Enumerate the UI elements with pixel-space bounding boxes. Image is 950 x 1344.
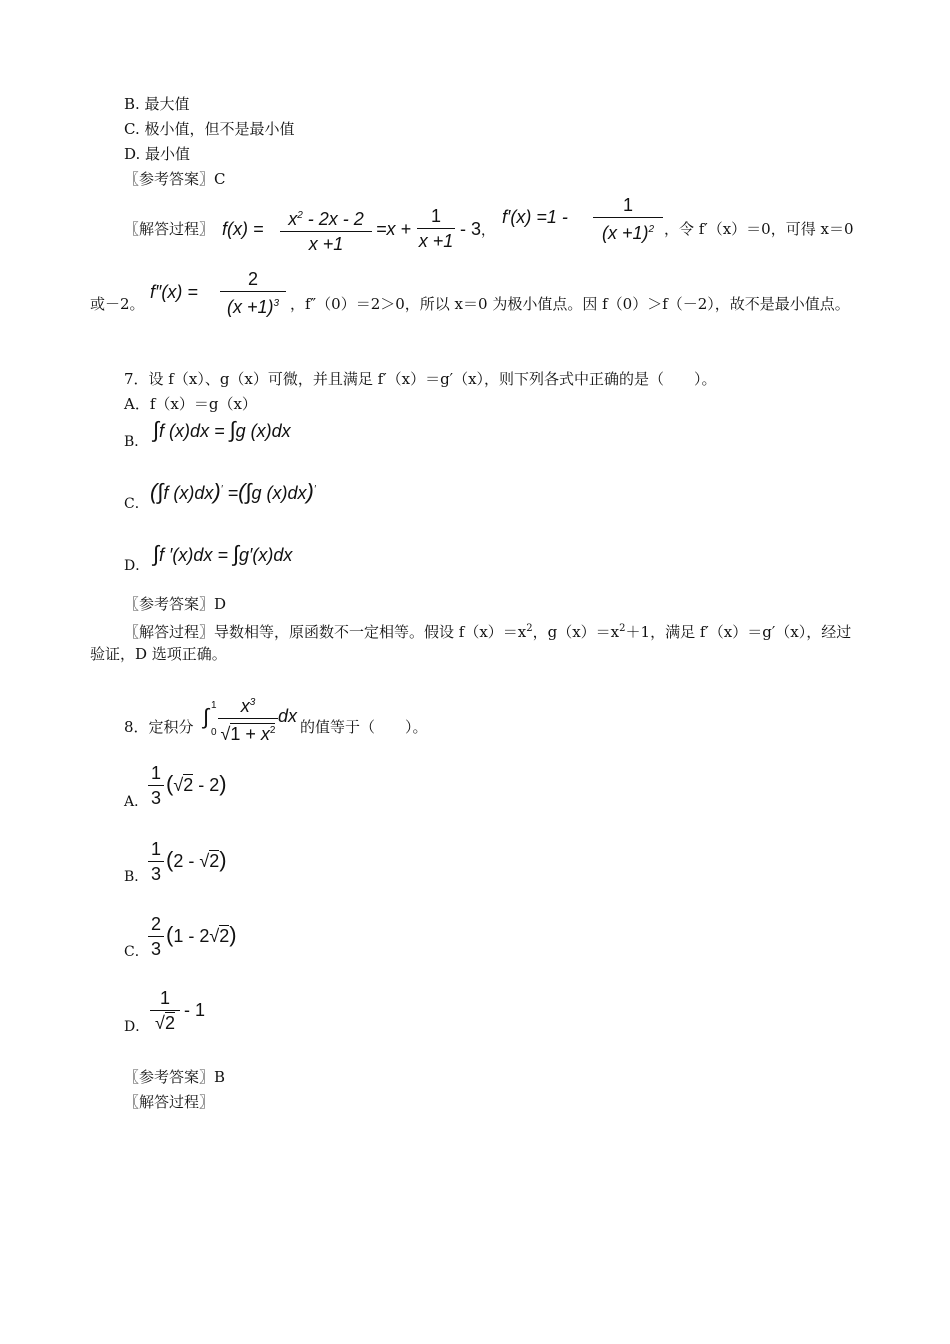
q7-option-c-formula: (∫f (x)dx)′ =(∫g (x)dx)′ (150, 479, 316, 504)
q6-fraction-3: 1 $(x +1)^2$ (593, 194, 663, 244)
q7-label-d: D． (124, 558, 150, 574)
q7-answer: 〖参考答案〗D (124, 595, 227, 613)
q6-option-b: B. 最大值 (124, 95, 190, 113)
q6-fraction-2: 1 x +1 (418, 206, 454, 251)
q8-label-b: B． (124, 869, 149, 885)
q7-solution-line2: 验证，D 选项正确。 (90, 645, 227, 663)
q8-label-a: A． (124, 794, 149, 810)
q7-option-d-formula: ∫f ′(x)dx = ∫g′(x)dx (153, 541, 293, 566)
q7-label-c: C． (124, 496, 149, 512)
q6-derivative-formula: f′(x) =1 - (502, 207, 568, 227)
q8-lower-limit: 0 (211, 727, 217, 738)
q8-option-d-expr: - 1 (184, 1000, 206, 1020)
q6-second-derivative: f″(x) = (150, 282, 198, 302)
q8-option-c-expr: (1 - 2√2) (166, 922, 237, 947)
q7-label-b: B． (124, 434, 149, 450)
q6-text-after-derivative: ，令 f′（x）＝0，可得 x＝0 (664, 220, 854, 238)
q8-upper-limit: 1 (211, 700, 217, 711)
q7-option-a: A．f（x）＝g（x） (124, 395, 257, 413)
q6-minus-3: - 3， (460, 219, 496, 239)
q6-answer: 〖参考答案〗C (124, 170, 226, 188)
q6-fx-formula: f(x) = (222, 219, 264, 239)
q8-option-a-expr: (√2 - 2) (166, 771, 227, 796)
q6-fraction-1: $x^2 - 2x - 2$ x +1 (280, 205, 372, 255)
q8-option-b-fraction: 1 3 (148, 838, 164, 885)
q8-option-d-fraction: 1 √2 (150, 987, 180, 1034)
q8-stem-prefix: 8．定积分 (124, 718, 194, 736)
q8-dx: dx (278, 706, 298, 726)
q6-line2-suffix: ，f″（0）＝2＞0，所以 x＝0 为极小值点。因 f（0）＞f（－2），故不是最小值点。 (290, 295, 850, 313)
q8-solution-label: 〖解答过程〗 (124, 1093, 215, 1111)
q6-option-c: C. 极小值，但不是最小值 (124, 120, 295, 138)
q8-label-d: D． (124, 1019, 150, 1035)
q6-fraction-4: 2 $(x +1)^3$ (220, 268, 286, 318)
q6-eq-2: =x + (376, 219, 412, 239)
q8-option-b-expr: (2 - √2) (166, 847, 227, 872)
q7-option-b-formula: ∫f (x)dx = ∫g (x)dx (153, 417, 291, 442)
q7-solution-line1: 〖解答过程〗导数相等，原函数不一定相等。假设 $f(x)=x^2$，$g(x)=x^2+1$，满足 f′（x）＝g′（x），经过 (124, 623, 852, 641)
q6-option-d: D. 最小值 (124, 145, 191, 163)
q8-option-c-fraction: 2 3 (148, 913, 164, 960)
q8-answer: 〖参考答案〗B (124, 1068, 226, 1086)
q7-stem: 7．设 f（x）、g（x）可微，并且满足 f′（x）＝g′（x），则下列各式中正确的是（ ）。 (124, 370, 717, 388)
q8-stem-suffix: 的值等于（ ）。 (300, 718, 428, 736)
q6-line2-prefix: 或－2。 (90, 295, 145, 313)
q8-label-c: C． (124, 944, 149, 960)
q8-integrand: $x^3$ $√1 + x^2$ (218, 692, 278, 745)
q8-option-a-fraction: 1 3 (148, 762, 164, 809)
q6-solution-label: 〖解答过程〗 (124, 220, 215, 238)
q8-integral-sign: ∫ (203, 704, 210, 729)
